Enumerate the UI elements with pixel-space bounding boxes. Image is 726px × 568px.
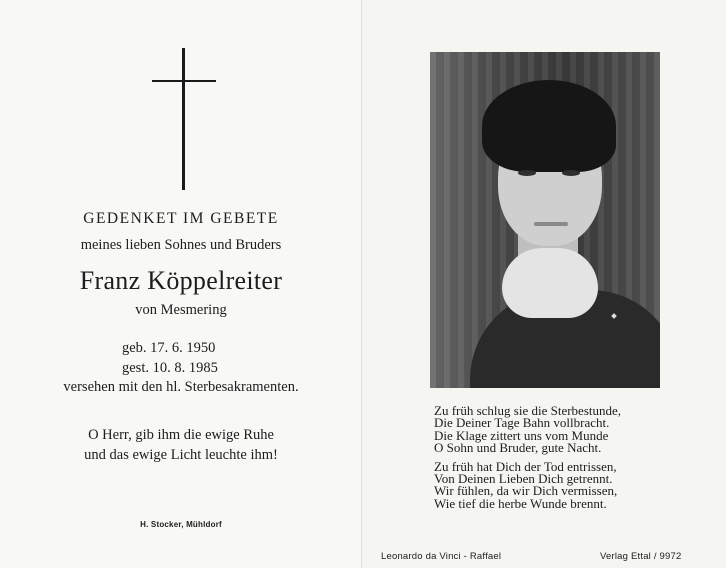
poem-line: O Sohn und Bruder, gute Nacht. xyxy=(434,440,602,456)
poem-stanza xyxy=(434,405,694,455)
prayer-line: O Herr, gib ihm die ewige Ruhe xyxy=(88,427,274,443)
birth-date: geb. 17. 6. 1950 xyxy=(122,340,216,356)
place-of-origin: von Mesmering xyxy=(135,302,227,318)
poem-line: Die Klage zittert uns vom Munde xyxy=(434,427,609,443)
image-credit: Leonardo da Vinci - Raffael xyxy=(381,551,502,562)
poem-line: Zu früh hat Dich der Tod entrissen, xyxy=(434,458,617,474)
poem-line: Die Deiner Tage Bahn vollbracht. xyxy=(434,415,610,431)
poem-line: Von Deinen Lieben Dich getrennt. xyxy=(434,471,613,487)
printer-imprint: H. Stocker, Mühldorf xyxy=(140,520,222,529)
death-date: gest. 10. 8. 1985 xyxy=(122,360,218,376)
poem-stanza xyxy=(434,458,694,511)
life-dates xyxy=(122,338,218,378)
prayer-line: und das ewige Licht leuchte ihm! xyxy=(84,447,278,463)
sacrament-note: versehen mit den hl. Sterbesakramenten. xyxy=(63,379,299,395)
portrait-photo xyxy=(430,52,660,388)
left-page xyxy=(0,0,362,568)
poem-line: Wir fühlen, da wir Dich vermissen, xyxy=(434,483,618,499)
poem-line: Wie tief die herbe Wunde brennt. xyxy=(434,495,607,511)
prayer xyxy=(0,425,362,465)
deceased-name: Franz Köppelreiter xyxy=(79,266,283,295)
cross-icon xyxy=(148,48,220,190)
publisher-imprint: Verlag Ettal / 9972 xyxy=(600,551,682,562)
memorial-poem xyxy=(434,405,694,516)
memorial-subheading: meines lieben Sohnes und Bruders xyxy=(80,237,282,253)
poem-line: Zu früh schlug sie die Sterbestunde, xyxy=(434,403,622,418)
memorial-heading: GEDENKET IM GEBETE xyxy=(83,210,279,227)
